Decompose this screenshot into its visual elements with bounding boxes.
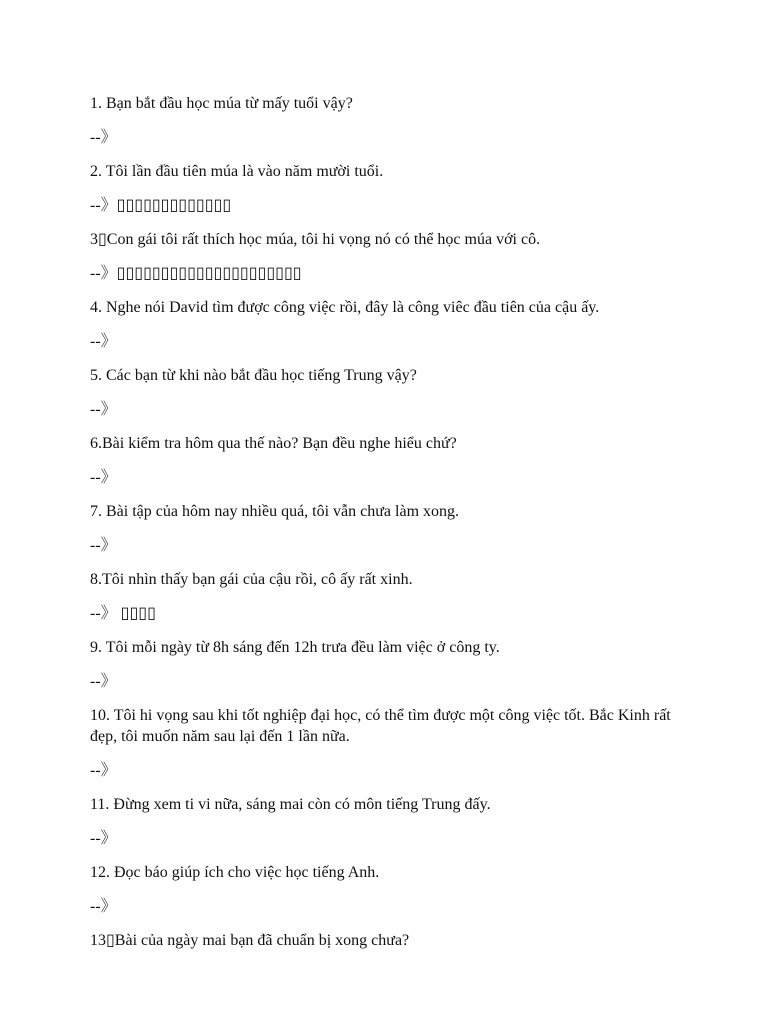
question-13: 13▯Bài của ngày mai bạn đã chuẩn bị xong chưa? bbox=[90, 932, 410, 949]
question-3: 3▯Con gái tôi rất thích học múa, tôi hi vọng nó có thể học múa với cô. bbox=[90, 231, 541, 248]
answer-line-5: --》 bbox=[90, 401, 117, 418]
question-9: 9. Tôi mỗi ngày từ 8h sáng đến 12h trưa đều làm việc ở công ty. bbox=[90, 639, 500, 656]
question-1: 1. Bạn bắt đầu học múa từ mấy tuổi vậy? bbox=[90, 95, 353, 112]
question-11: 11. Đừng xem ti vi nữa, sáng mai còn có môn tiếng Trung đấy. bbox=[90, 796, 491, 813]
question-7: 7. Bài tập của hôm nay nhiều quá, tôi vẫn chưa làm xong. bbox=[90, 503, 460, 520]
answer-line-12: --》 bbox=[90, 898, 117, 915]
answer-line-7: --》 bbox=[90, 537, 117, 554]
question-12: 12. Đọc báo giúp ích cho việc học tiếng Anh. bbox=[90, 864, 380, 881]
answer-line-3: --》▯▯▯▯▯▯▯▯▯▯▯▯▯▯▯▯▯▯▯▯▯ bbox=[90, 265, 302, 282]
answer-line-1: --》 bbox=[90, 129, 117, 146]
answer-line-10: --》 bbox=[90, 762, 117, 779]
exercise-page bbox=[90, 93, 690, 964]
question-4: 4. Nghe nói David tìm được công việc rồi, đây là công viêc đầu tiên của cậu ấy. bbox=[90, 299, 600, 316]
answer-line-2: --》▯▯▯▯▯▯▯▯▯▯▯▯▯ bbox=[90, 197, 232, 214]
answer-line-9: --》 bbox=[90, 673, 117, 690]
question-2: 2. Tôi lần đầu tiên múa là vào năm mười tuổi. bbox=[90, 163, 384, 180]
question-10: 10. Tôi hi vọng sau khi tốt nghiệp đại học, có thể tìm được một công việc tốt. Bắc Kinh rất đẹp, tôi muốn năm sau lại đến 1 lần nữa. bbox=[90, 707, 671, 745]
answer-line-8: --》 ▯▯▯▯ bbox=[90, 605, 156, 622]
question-5: 5. Các bạn từ khi nào bắt đầu học tiếng Trung vậy? bbox=[90, 367, 417, 384]
question-6: 6.Bài kiểm tra hôm qua thế nào? Bạn đều nghe hiểu chứ? bbox=[90, 435, 457, 452]
question-8: 8.Tôi nhìn thấy bạn gái của cậu rồi, cô ấy rất xinh. bbox=[90, 571, 413, 588]
answer-line-6: --》 bbox=[90, 469, 117, 486]
answer-line-11: --》 bbox=[90, 830, 117, 847]
answer-line-4: --》 bbox=[90, 333, 117, 350]
